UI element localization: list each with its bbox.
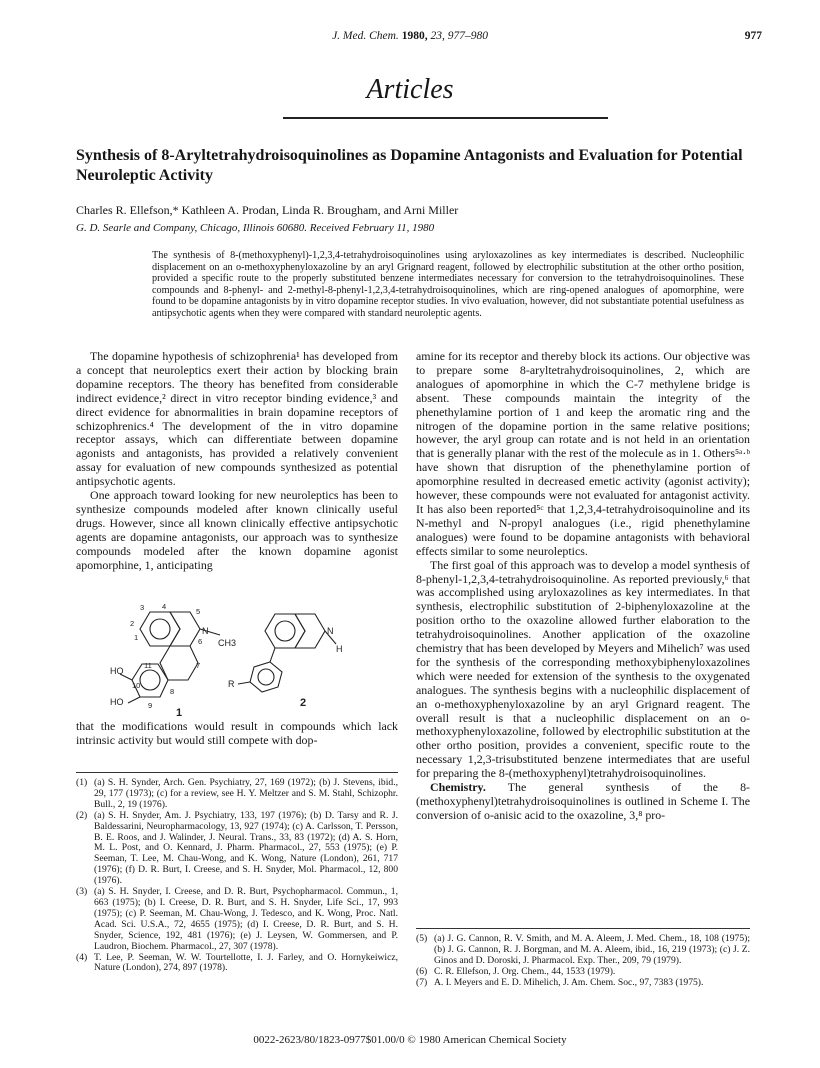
tiq-piperidine-ring [295,614,325,648]
atom-label: 6 [198,637,203,646]
journal-pages: 977–980 [447,30,488,42]
atom-label: N [327,626,334,636]
footnote-number: (5) [416,933,428,944]
atom-label: R [228,679,235,689]
footnote-number: (4) [76,951,88,963]
atom-label: 4 [162,602,167,611]
paragraph: amine for its receptor and thereby block its actions. Our objective was to prepare some 8-aryltetrahydroisoquinolines, 2, which are analogues of apomorphine in which the C-7 methylene bridge is absent. These compounds maintain the integrity of the phenethylamine portion of 1 and keep the aromatic ring and the nitrogen of the dopamine portion in the same relative positions; however, the aryl group can rotate and is not held in an orientation that is generally planar with the rest of the molecule as in 1. Others⁵ᵃ·ᵇ have shown that disruption of the phenethylamine portion of apomorphine resulted in decreased emetic activity (agonist activity); however, these compounds were not evaluated for antagonist activity. It has also been reported⁵ᶜ that 1,2,3,4-tetrahydroisoquinoline and its N-methyl and N-propyl analogues (i.e., rigid phenethylamine analogues) were found to be dopamine antagonists with behavioral effects similar to some neuroleptics. [416,349,751,558]
atom-label: 10 [132,681,141,690]
footnote [76,811,398,887]
footnote [76,887,398,952]
journal-volume: 23, [430,30,445,42]
footnote-text: (a) J. G. Cannon, R. V. Smith, and M. A. Aleem, J. Med. Chem., 18, 108 (1975); (b) J. G. Cannon, R. J. Borgman, and M. A. Aleem, ibid., 16, 219 (1973); (c) J. Z. Ginos and D. Doroski, J. Pharmacol. Exp. Ther., 209, 79 (1979). [434,933,750,966]
atom-label: 7 [196,661,201,670]
section-title: Articles [366,74,454,105]
apomorphine-ring-a [140,612,180,646]
copyright-footer: 0022-2623/80/1823-0977$01.00/0 © 1980 American Chemical Society [253,1034,567,1046]
section-heading: Chemistry. [430,780,486,795]
paragraph: One approach toward looking for new neuroleptics has been to synthesize compounds modeled after known clinically useful drugs. However, since all known clinically effective antipsychotic agents are dopamine antagonists, our approach was to synthesize compounds modeled after the known dopamine agonist apomorphine, 1, anticipating [76,488,398,572]
paragraph: that the modifications would result in compounds which lack intrinsic activity but would still compete with dop- [76,719,398,747]
journal-name: J. Med. Chem. [332,30,399,42]
footnote [416,978,750,989]
page-number: 977 [744,30,762,42]
atom-label: 5 [196,607,201,616]
author-list: Charles R. Ellefson,* Kathleen A. Prodan, Linda R. Brougham, and Arni Miller [76,203,459,217]
atom-label: 3 [140,603,145,612]
right-column [416,350,750,823]
compound-label: 1 [176,707,183,719]
tiq-benzene-ring [265,614,305,648]
paragraph: The first goal of this approach was to develop a model synthesis of 8-phenyl-1,2,3,4-tetrahydroisoquinoline. As reported previously,⁶ that was accomplished using aryloxazolines as key intermediates. In that synthesis, electrophilic substitution of 2-biphenyloxazoline at the position ortho to the oxazoline allowed further elaboration to the tetrahydroisoquinolines. Another application of the oxazoline chemistry that has been developed by Meyers and Mihelich⁷ was used for the synthesis of the corresponding methoxybiphenyloxazolines which were needed for extension of the synthesis to the oxygenated analogues. The synthesis begins with a nucleophilic displacement of an o-methoxyphenyloxazoline by an aryl Grignard reagent. The overall result is that a nucleophilic displacement on an o-methoxyphenyloxazoline, followed by electrophilic substitution at the other ortho position, provides a convenient, specific route to the necessary 1,2,3-trisubstituted benzene intermediates that are useful for preparing the 8-(methoxyphenyl)tetrahydroisoquinolines. [416,557,750,781]
article-title: Synthesis of 8-Aryltetrahydroisoquinolines as Dopamine Antagonists and Evaluation for Potential Neuroleptic Activity [76,147,743,184]
left-column-bottom [76,720,398,748]
atom-label: CH3 [218,638,237,648]
atom-label: HO [110,666,124,676]
abstract: The synthesis of 8-(methoxyphenyl)-1,2,3,4-tetrahydroisoquinolines using aryloxazolines as key intermediates is described. Nucleophilic displacement on an o-methoxyphenyloxazoline by an aryl Grignard reagent, followed by electrophilic substitution at the other ortho position, provided a specific route to the properly substituted benzene intermediates necessary for conversion to the tetrahydroisoquinolines. These compounds and 8-phenyl- and 2-methyl-8-phenyl-1,2,3,4-tetrahydroisoquinolines, which are ring-opened analogues of apomorphine, were found to be dopamine antagonists by in vitro dopamine receptor studies. In vivo evaluation, however, did not substantiate potential usefulness as antipsychotic agents when they were compared with standard neuroleptic agents. [152,250,744,319]
footnote-number: (1) [76,777,88,788]
atom-label: 9 [148,701,153,710]
chemical-structures-figure [110,602,400,720]
atom-label: 8 [170,687,175,696]
paragraph: The dopamine hypothesis of schizophrenia¹ has developed from a concept that neuroleptics exert their action by blocking brain dopamine receptors. The theory has benefited from considerable indirect evidence,² direct in vitro receptor binding evidence,³ and direct evidence for abnormalities in brain dopamine receptors of schizophrenics.⁴ The development of the in vitro dopamine receptor assays, which can differentiate between dopamine agonists and antagonists, has provided a relatively convenient assay for evaluation of new compounds synthesized as potential antipsychotic agents. [76,349,398,489]
footnote-text: (a) S. H. Snyder, I. Creese, and D. R. Burt, Psychopharmacol. Commun., 1, 663 (1975); (b) I. Creese, D. R. Burt, and S. H. Snyder, Life Sci., 17, 993 (1975); (c) P. Seeman, M. Chau-Wong, J. Tedesco, and K. Wong, Proc. Natl. Acad. Sci. U.S.A., 72, 4655 (1975); (d) I. Creese, D. R. Burt, and S. H. Snyder, Science, 192, 481 (1976); (e) J. Leysen, W. Gommersen, and P. Laudron, Biochem. Pharmacol., 27, 307 (1978). [94,886,398,952]
footnote-text: C. R. Ellefson, J. Org. Chem., 44, 1533 (1979). [434,965,616,977]
footnotes-right [416,928,750,989]
footnote [76,953,398,975]
atom-label: 11 [144,661,152,670]
footnote-number: (3) [76,886,88,898]
footnote-text: (a) S. H. Synder, Arch. Gen. Psychiatry, 27, 169 (1972); (b) J. Stevens, ibid., 29, 177 (1973); (c) for a review, see H. Y. Meltzer and S. M. Stahl, Schizophr. Bull., 2, 19 (1976). [94,777,398,810]
left-column-top [76,350,398,573]
section-rule [283,117,608,119]
aromatic-circle [150,619,170,639]
footnote [416,934,750,967]
journal-year: 1980, [401,30,428,42]
footnote [76,778,398,811]
footnote-number: (2) [76,809,88,821]
atom-label: H [336,644,343,654]
paragraph: The general synthesis of the 8-(methoxyphenyl)tetrahydroisoquinolines is outlined in Scheme I. The conversion of o-anisic acid to the oxazoline, 3,⁸ pro- [416,780,750,822]
atom-label: 1 [134,633,139,642]
footnote-text: (a) S. H. Snyder, Am. J. Psychiatry, 133, 197 (1976); (b) D. Tarsy and R. J. Baldessarini, Neuropharmacology, 13, 927 (1974); (c) A. Carlsson, T. Persson, B. E. Roos, and J. Walinder, J. Neural. Trans., 33, 83 (1972); (d) A. S. Horn, M. L. Post, and O. Kennard, J. Pharm. Pharmacol., 27, 553 (1975); (e) P. Seeman, T. Lee, M. Chau-Wong, and K. Wong, Nature (London), 261, 717 (1976); (f) D. R. Burt, I. Creese, and S. H. Snyder, Mol. Pharmacol., 12, 800 (1976). [94,809,398,887]
footnote [416,967,750,978]
affiliation: G. D. Searle and Company, Chicago, Illinois 60680. Received February 11, 1980 [76,222,435,234]
footnote-number: (7) [416,976,428,988]
footnote-text: A. I. Meyers and E. D. Mihelich, J. Am. Chem. Soc., 97, 7383 (1975). [434,976,704,988]
atom-label: N [202,626,209,636]
apomorphine-ring-b [170,612,203,646]
apomorphine-ring-c [160,646,201,680]
footnote-text: T. Lee, P. Seeman, W. W. Tourtellotte, I. J. Farley, and O. Hornykeiwicz, Nature (London), 274, 897 (1978). [94,951,398,974]
compound-label: 2 [300,697,307,709]
atom-label: HO [110,697,124,707]
footnotes-left [76,772,398,974]
aryl-ring [250,662,282,692]
atom-label: 2 [130,619,135,628]
footnote-number: (6) [416,965,428,977]
running-head [0,30,820,42]
